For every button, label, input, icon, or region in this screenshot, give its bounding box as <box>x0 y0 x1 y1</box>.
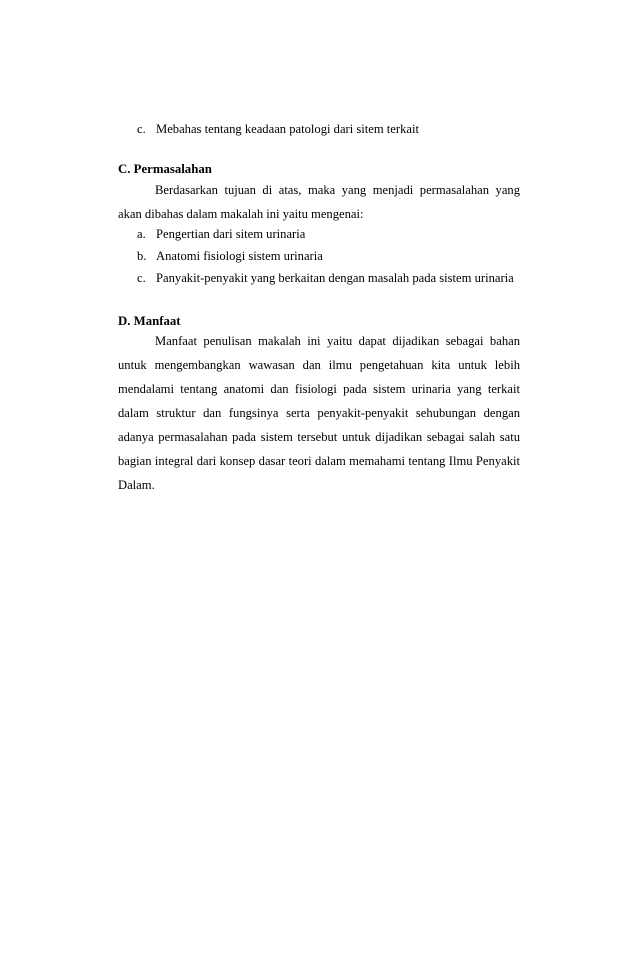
section-heading-manfaat: D. Manfaat <box>118 314 181 328</box>
paragraph-manfaat: Manfaat penulisan makalah ini yaitu dapat dijadikan sebagai bahan untuk mengembangkan wawasan dan ilmu pengetahuan kita untuk lebih mendalami tentang anatomi dan fisiologi pada sistem urinaria yang terkait dalam struktur dan fungsinya serta penyakit-penyakit sehubungan dengan adanya permasalahan pada sistem tersebut untuk dijadikan sebagai salah satu bagian integral dari konsep dasar teori dalam memahami tentang Ilmu Penyakit Dalam. <box>118 334 520 492</box>
list-item-text: Anatomi fisiologi sistem urinaria <box>156 249 323 263</box>
list-item-text: Mebahas tentang keadaan patologi dari sitem terkait <box>156 122 419 136</box>
list-marker: c. <box>137 271 146 285</box>
section-heading-permasalahan: C. Permasalahan <box>118 162 212 176</box>
list-marker: c. <box>137 122 146 136</box>
list-marker: a. <box>137 227 146 241</box>
list-item-text: Panyakit-penyakit yang berkaitan dengan masalah pada sistem urinaria <box>156 271 514 285</box>
list-item-b <box>122 248 323 264</box>
paragraph-permasalahan: Berdasarkan tujuan di atas, maka yang menjadi permasalahan yang akan dibahas dalam makalah ini yaitu mengenai: <box>118 183 520 221</box>
list-item-a <box>122 226 305 242</box>
list-item-top-c <box>122 121 419 137</box>
list-item-c <box>122 270 514 286</box>
list-marker: b. <box>137 249 147 263</box>
list-item-text: Pengertian dari sitem urinaria <box>156 227 306 241</box>
